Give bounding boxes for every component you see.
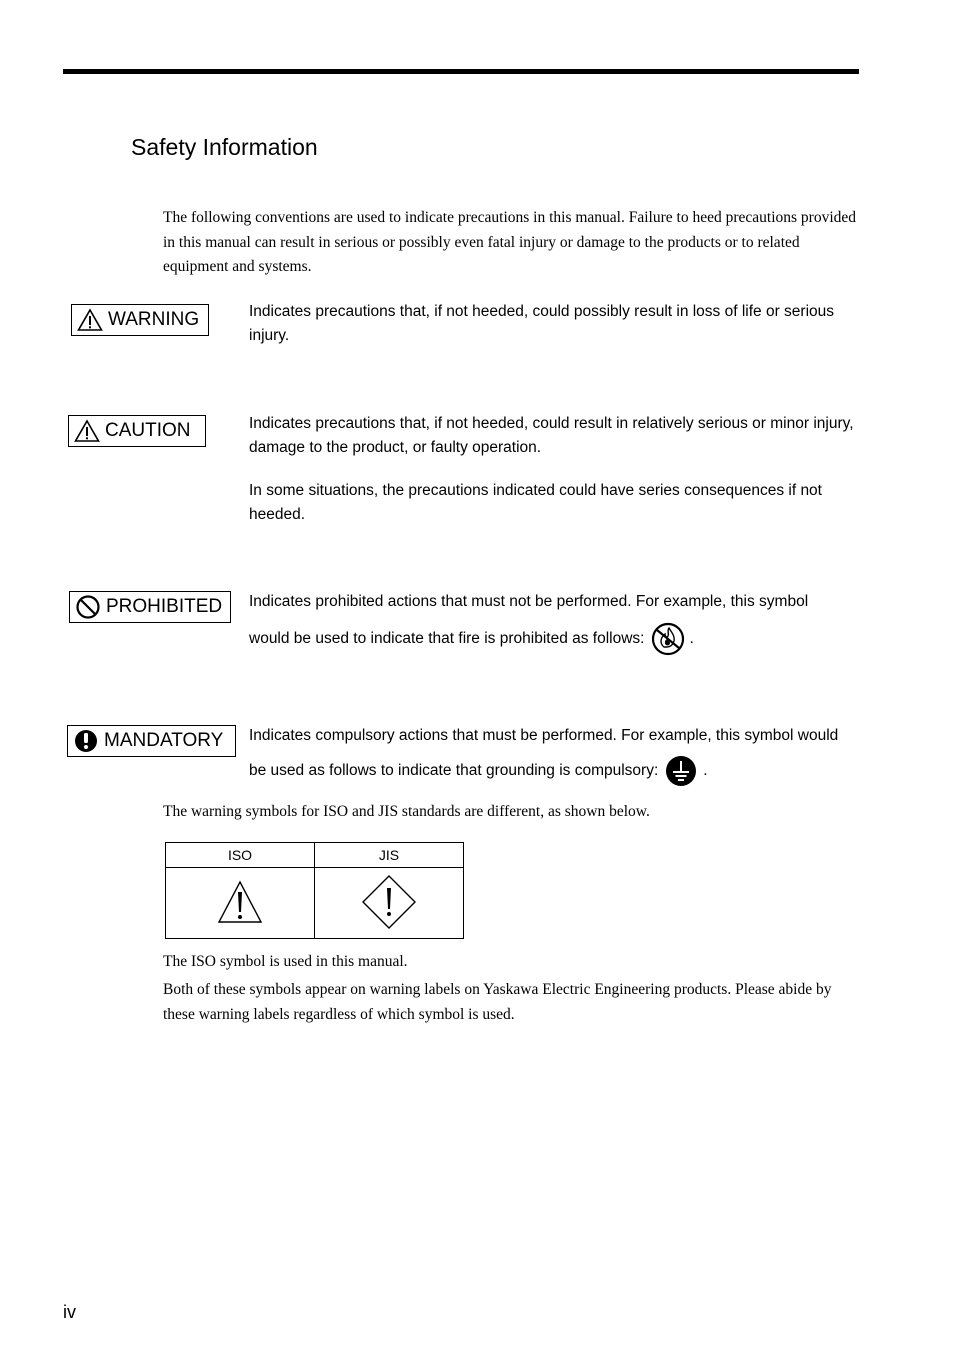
warning-triangle-icon [77, 308, 103, 332]
ground-icon [665, 755, 697, 787]
caution-description: Indicates precautions that, if not heeded, could result in relatively serious or minor injury, damage to the product, or faulty operation. [249, 415, 854, 456]
prohibited-label-text: PROHIBITED [106, 596, 223, 617]
caution-label [68, 415, 206, 447]
mandatory-end: . [703, 762, 708, 779]
prohibited-description-line1: Indicates prohibited actions that must not be performed. For example, this symbol [249, 593, 809, 610]
warning-label-text: WARNING [108, 309, 200, 330]
prohibited-end: . [689, 630, 694, 647]
warning-triangle-icon [74, 419, 100, 443]
caution-description-extra: In some situations, the precautions indicated could have series consequences if not heeded. [249, 482, 822, 523]
page-title: Safety Information [131, 134, 318, 160]
table-header-jis: JIS [315, 843, 464, 868]
mandatory-description-line1: Indicates compulsory actions that must be performed. For example, this symbol would [249, 727, 839, 744]
mandatory-line2-text: be used as follows to indicate that grounding is compulsory: [249, 762, 659, 779]
table-header-iso: ISO [166, 843, 315, 868]
prohibited-description-line2 [249, 622, 694, 656]
symbols-table [165, 842, 464, 939]
prohibited-circle-icon [75, 594, 101, 620]
no-fire-icon [650, 622, 686, 656]
warning-description: Indicates precautions that, if not heeded, could possibly result in loss of life or serious injury. [249, 303, 835, 344]
symbols-note: The warning symbols for ISO and JIS standards are different, as shown below. [163, 803, 650, 820]
intro-paragraph: The following conventions are used to indicate precautions in this manual. Failure to heed precautions provided in this manual can result in serious or possibly even fatal injury or damage to the products or to related equipment and systems. [163, 209, 857, 275]
closing-paragraph: Both of these symbols appear on warning labels on Yaskawa Electric Engineering products. Please abide by these warning labels regardless of which symbol is used. [163, 981, 832, 1023]
prohibited-label [69, 591, 231, 623]
iso-cell [166, 868, 315, 939]
exclamation-circle-icon [73, 728, 99, 754]
jis-cell [315, 868, 464, 939]
iso-warning-triangle-icon [217, 911, 263, 927]
warning-label [71, 304, 209, 336]
prohibited-line2-text: would be used to indicate that fire is prohibited as follows: [249, 630, 645, 647]
mandatory-description-line2 [249, 755, 708, 787]
caution-label-text: CAUTION [105, 420, 191, 441]
jis-warning-diamond-icon [361, 917, 417, 933]
iso-note: The ISO symbol is used in this manual. [163, 953, 408, 970]
page-number: iv [63, 1302, 76, 1322]
header-rule [63, 69, 859, 74]
mandatory-label [67, 725, 236, 757]
mandatory-label-text: MANDATORY [104, 730, 224, 751]
